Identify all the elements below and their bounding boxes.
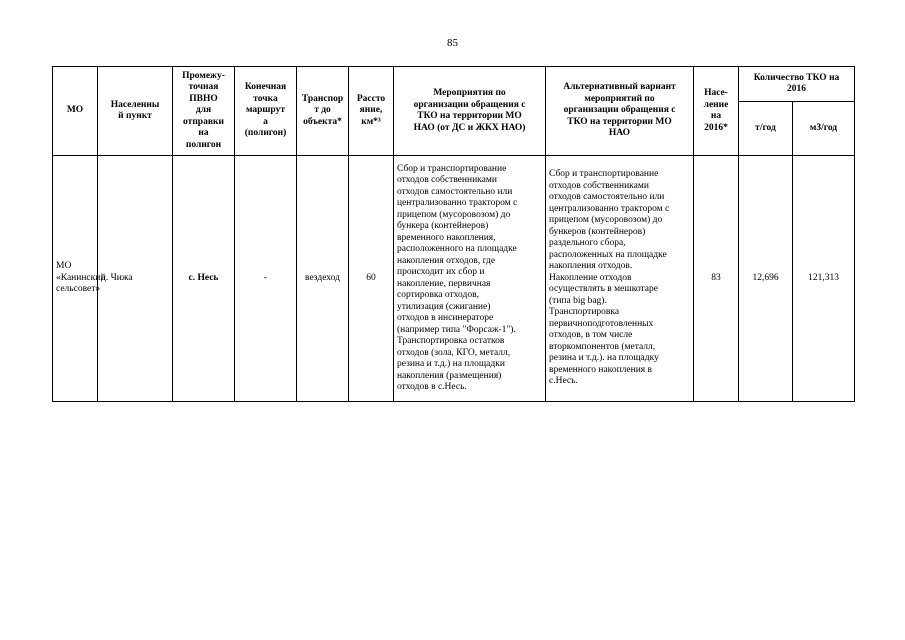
header-population: Насе- ление на 2016* — [694, 67, 739, 156]
waste-management-table — [52, 66, 855, 402]
cell-endpoint: - — [235, 156, 297, 402]
cell-measures: Сбор и транспортирование отходов собственниками отходов самостоятельно или централизованно трактором с прицепом (мусоровозом) до бункера (контейнеров) временного накопления, расположенного на площадке накопления отходов, где происходит их сбор и накопление, первичная сортировка отходов, утилизация (сжигание) отходов в инсинераторе (например типа "Форсаж-1"). Транспортировка остатков отходов (зола, КГО, металл, резина и т.д.) на площадки накопления (размещения) отходов в с.Несь. — [394, 156, 546, 402]
header-intermediate-point: Промежу- точная ПВНО для отправки на полигон — [173, 67, 235, 156]
header-distance: Рассто яние, км*³ — [349, 67, 394, 156]
header-alternative: Альтернативный вариант мероприятий по организации обращения с ТКО на территории МО НАО — [546, 67, 694, 156]
cell-tons-per-year: 12,696 — [739, 156, 793, 402]
cell-settlement: д. Чижа — [98, 156, 173, 402]
cell-mo: МО «Канинский сельсовет» — [53, 156, 98, 402]
header-quantity: Количество ТКО на 2016 — [739, 67, 855, 102]
cell-distance: 60 — [349, 156, 394, 402]
table-row — [53, 156, 855, 402]
cell-transport: вездеход — [297, 156, 349, 402]
page-number: 85 — [447, 37, 458, 49]
header-mo: МО — [53, 67, 98, 156]
header-endpoint: Конечная точка маршрут а (полигон) — [235, 67, 297, 156]
header-tons-per-year: т/год — [739, 102, 793, 156]
header-measures: Мероприятия по организации обращения с ТКО на территории МО НАО (от ДС и ЖКХ НАО) — [394, 67, 546, 156]
cell-m3-per-year: 121,313 — [793, 156, 855, 402]
cell-alternative: Сбор и транспортирование отходов собственниками отходов самостоятельно или централизованно трактором с прицепом (мусоровозом) до бункеров (контейнеров) раздельного сбора, расположенных на площадке накопления отходов. Накопление отходов осуществлять в мешкотаре (типа big bag). Транспортировка первичноподготовленных отходов, в том числе вторкомпонентов (металл, резина и т.д.). на площадку временного накопления в с.Несь. — [546, 156, 694, 402]
cell-intermediate: с. Несь — [173, 156, 235, 402]
header-m3-per-year: м3/год — [793, 102, 855, 156]
header-transport: Транспор т до объекта* — [297, 67, 349, 156]
cell-population: 83 — [694, 156, 739, 402]
header-settlement: Населенны й пункт — [98, 67, 173, 156]
